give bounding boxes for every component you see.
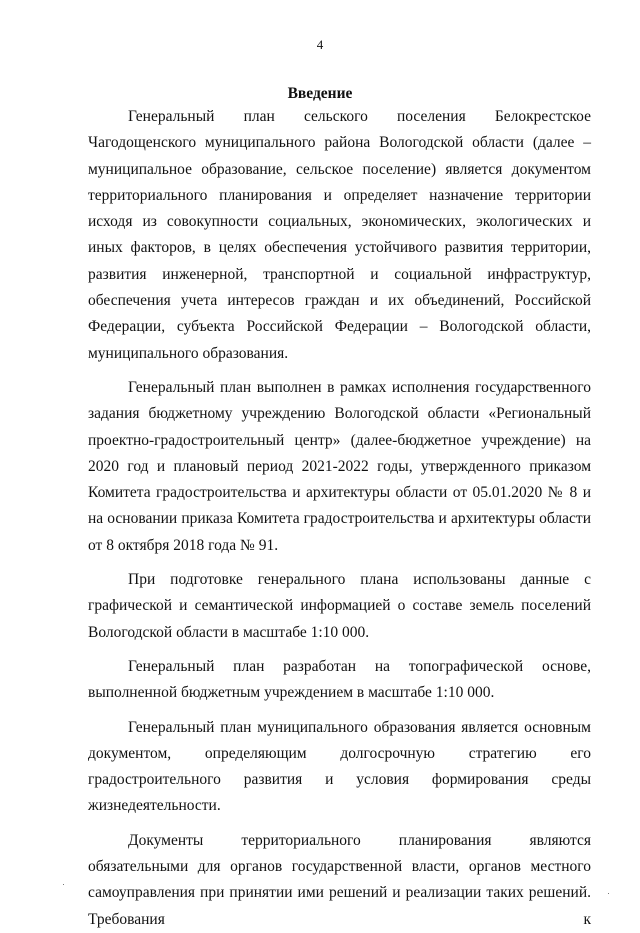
paragraph-5: Генеральный план муниципального образования является основным документом, определяющим долгосрочную стратегию его градостроительного развития и условия формирования среды жизнедеятельности. bbox=[88, 718, 591, 815]
paragraph-1: Генеральный план сельского поселения Белокрестское Чагодощенского муниципального района Вологодской области (далее – муниципальное образование, сельское поселение) является документом территориального планирования и определяет назначение территории исходя из совокупности социальных, экономических, экологических и иных факторов, в целях обеспечения устойчивого развития территории, развития инженерной, транспортной и социальной инфраструктур, обеспечения учета интересов граждан и их объединений, Российской Федерации, субъекта Российской Федерации – Вологодской области, муниципального образования. bbox=[88, 108, 591, 362]
scan-speck bbox=[608, 893, 609, 894]
section-heading: Введение bbox=[287, 85, 353, 102]
scan-speck bbox=[63, 884, 64, 885]
paragraph-6: Документы территориального планирования являются обязательными для органов государственной власти, органов местного самоуправления при принятии ими решений и реализации таких решений. Требования к bbox=[88, 831, 591, 928]
paragraph-4: Генеральный план разработан на топографической основе, выполненной бюджетным учреждением в масштабе 1:10 000. bbox=[88, 657, 591, 702]
paragraph-3: При подготовке генерального плана использованы данные с графической и семантической информацией о составе земель поселений Вологодской области в масштабе 1:10 000. bbox=[88, 571, 591, 641]
paragraph-2: Генеральный план выполнен в рамках исполнения государственного задания бюджетному учреждению Вологодской области «Региональный проектно-градостроительный центр» (далее-бюджетное учреждение) на 2020 год и плановый период 2021-2022 годы, утвержденного приказом Комитета градостроительства и архитектуры области от 05.01.2020 № 8 и на основании приказа Комитета градостроительства и архитектуры области от 8 октября 2018 года № 91. bbox=[88, 378, 591, 554]
page-number: 4 bbox=[316, 37, 324, 52]
body-text bbox=[88, 104, 591, 933]
